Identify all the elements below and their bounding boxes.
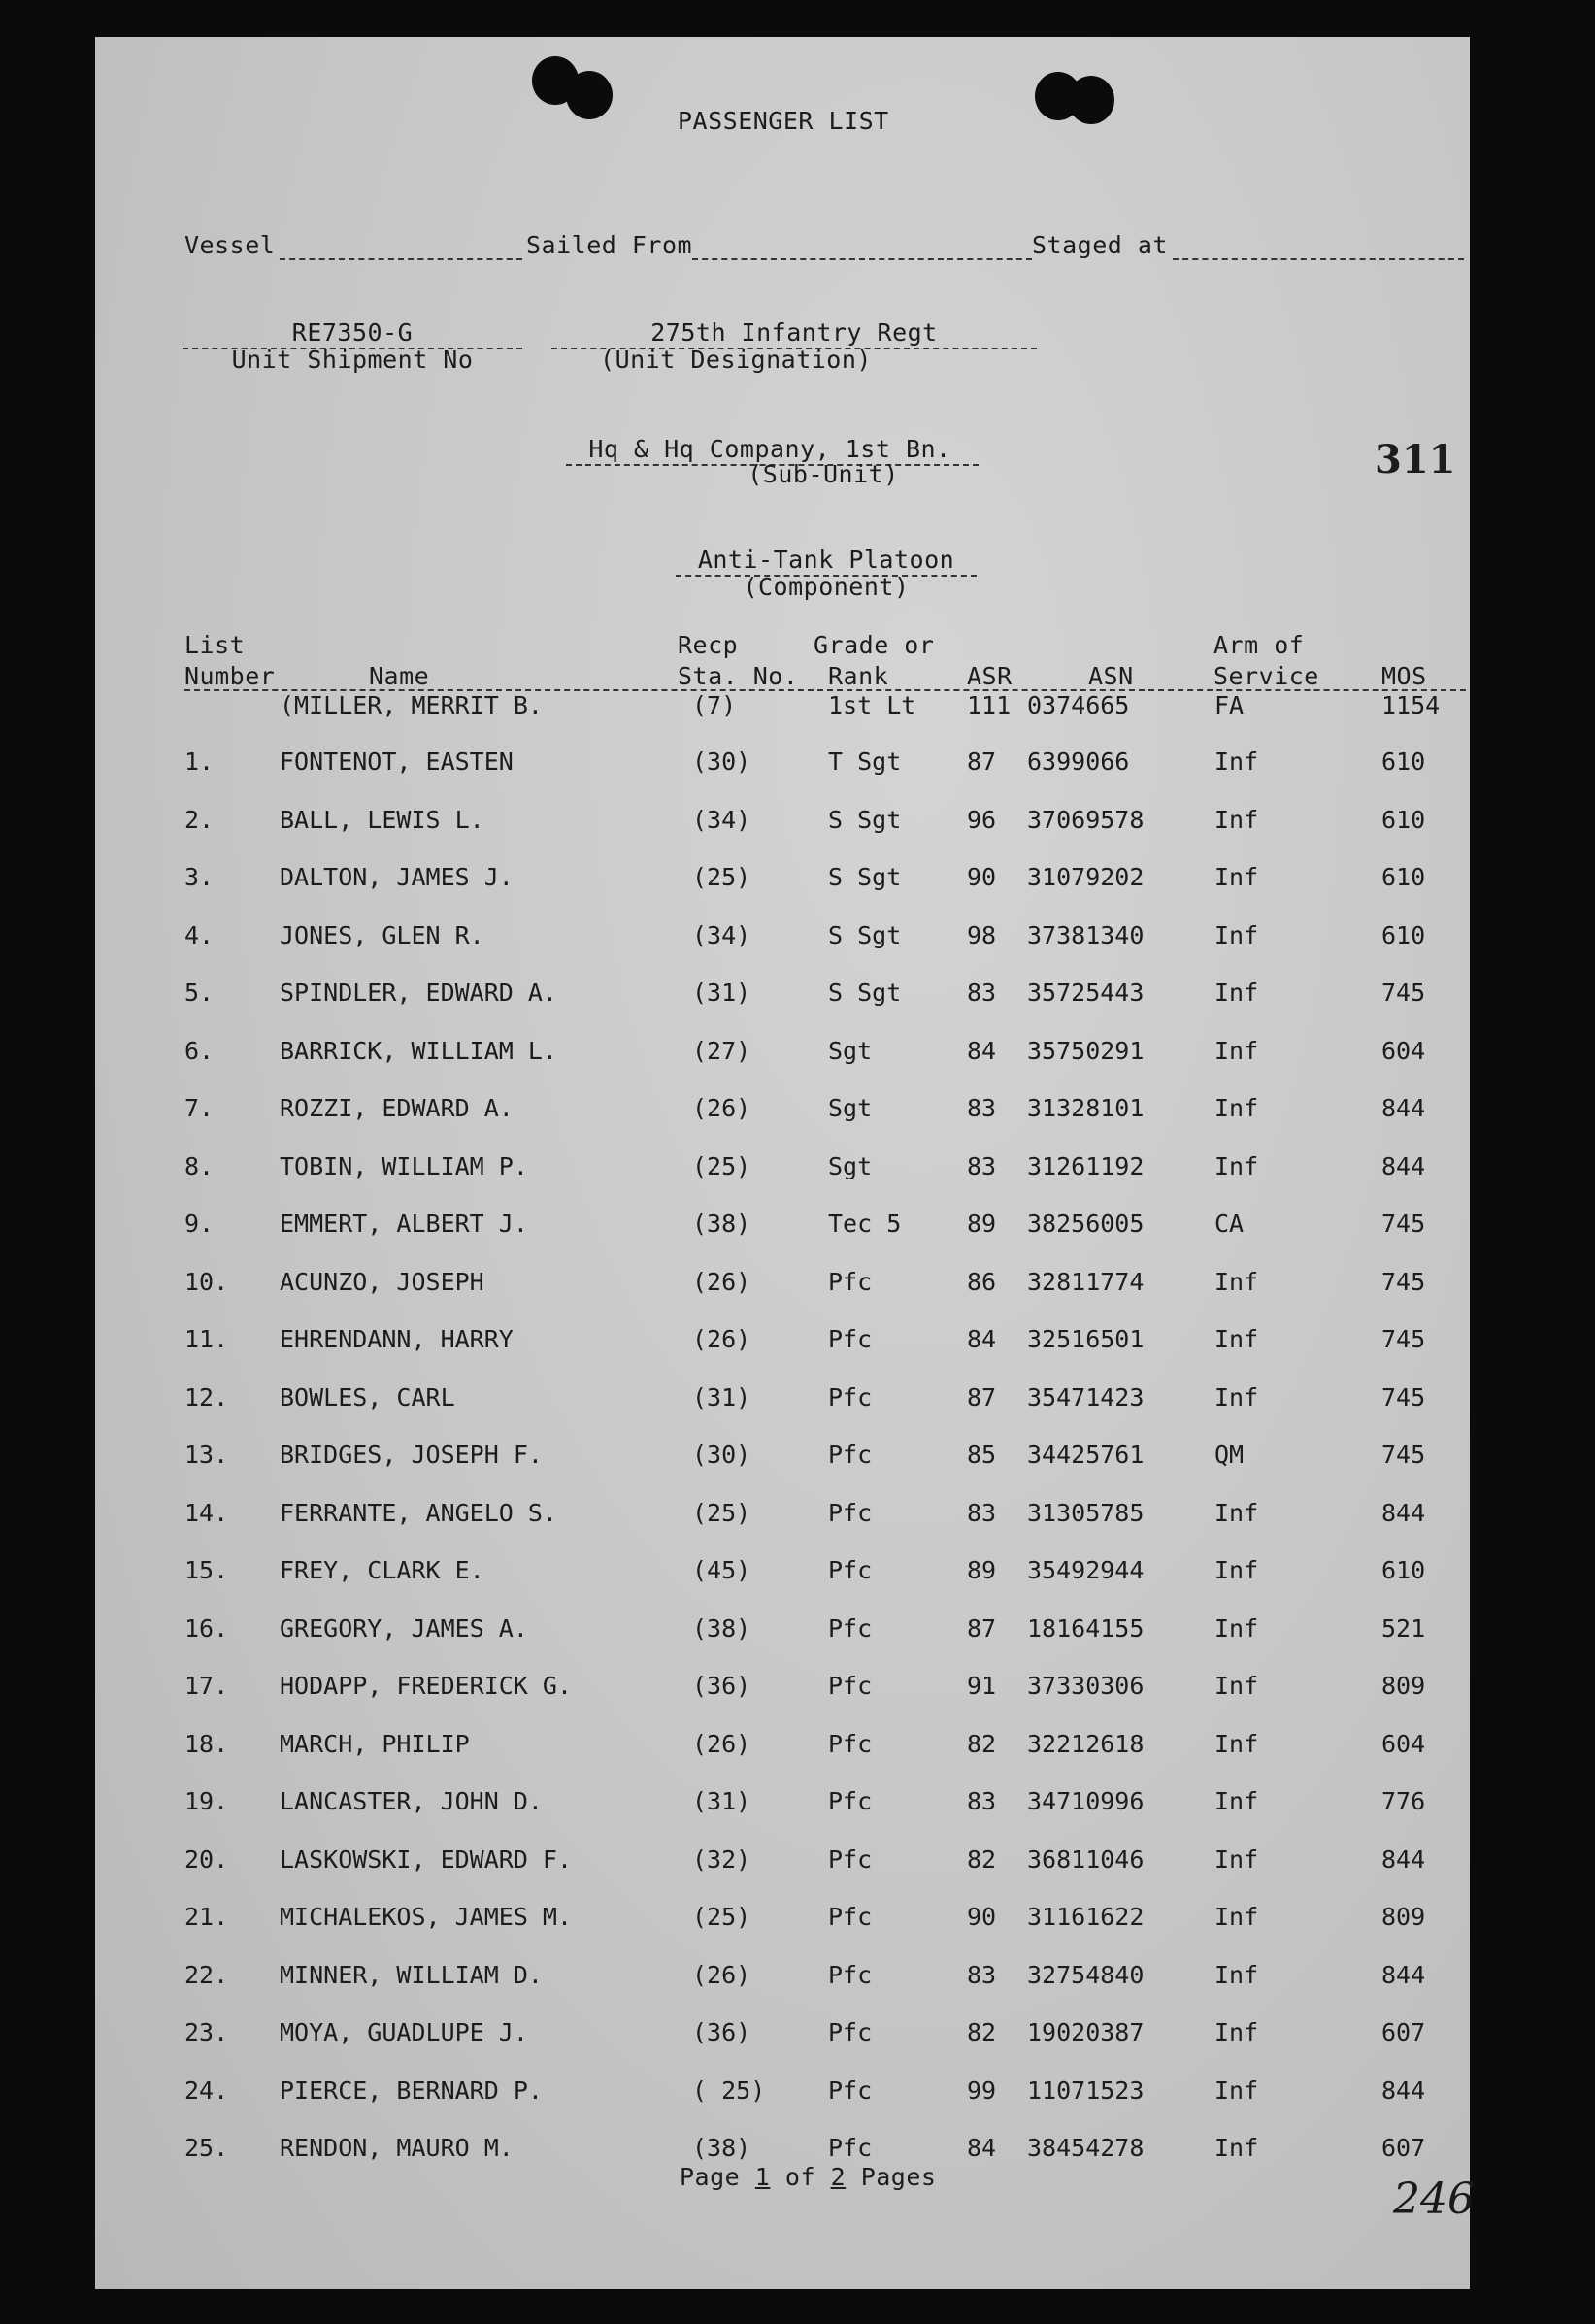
recp-sta-no: (26) xyxy=(692,1094,751,1122)
mos: 844 xyxy=(1381,1094,1426,1122)
arm-of-service: Inf xyxy=(1214,805,1259,834)
mos: 745 xyxy=(1381,1210,1426,1238)
list-number: 10. xyxy=(184,1267,229,1296)
table-row xyxy=(95,1152,1470,1191)
grade-rank: Pfc xyxy=(828,2018,873,2046)
asn: 19020387 xyxy=(1027,2018,1145,2046)
mos: 521 xyxy=(1381,1613,1426,1643)
mos: 844 xyxy=(1381,1498,1426,1527)
col-name: Name xyxy=(369,662,430,690)
recp-sta-no: (25) xyxy=(692,1903,751,1931)
arm-of-service: Inf xyxy=(1214,1556,1259,1584)
passenger-name: EHRENDANN, HARRY xyxy=(280,1325,514,1353)
page-footer xyxy=(680,2163,936,2191)
arm-of-service: Inf xyxy=(1214,1729,1259,1758)
asn: 32754840 xyxy=(1027,1960,1145,1989)
list-number: 6. xyxy=(184,1036,215,1065)
list-number: 24. xyxy=(184,2075,229,2105)
arm-of-service: Inf xyxy=(1214,1382,1259,1411)
arm-of-service: Inf xyxy=(1214,2134,1259,2162)
grade-rank: Pfc xyxy=(828,2134,873,2162)
passenger-name: ACUNZO, JOSEPH xyxy=(280,1267,484,1296)
asr: 83 xyxy=(967,1787,997,1815)
list-number: 14. xyxy=(184,1498,229,1527)
asn: 37069578 xyxy=(1027,805,1145,834)
col-grade-or: Grade or xyxy=(814,631,935,659)
list-number: 15. xyxy=(184,1556,229,1584)
asr: 89 xyxy=(967,1210,997,1238)
asr: 84 xyxy=(967,1036,997,1065)
table-row xyxy=(95,1441,1470,1479)
recp-sta-no: (26) xyxy=(692,1325,751,1353)
recp-sta-no: (31) xyxy=(692,979,751,1007)
asn: 31261192 xyxy=(1027,1151,1145,1180)
asr: 82 xyxy=(967,1729,997,1758)
mos: 745 xyxy=(1381,1441,1426,1469)
page-title: PASSENGER LIST xyxy=(678,107,889,135)
list-number: 13. xyxy=(184,1441,229,1469)
arm-of-service: Inf xyxy=(1214,1672,1259,1700)
list-number: 3. xyxy=(184,863,215,891)
list-number: 8. xyxy=(184,1151,215,1180)
grade-rank: Pfc xyxy=(828,1267,873,1296)
asr: 83 xyxy=(967,979,997,1007)
officer-row xyxy=(95,691,1470,730)
asr: 83 xyxy=(967,1498,997,1527)
unit-shipment-no: RE7350-G xyxy=(291,318,414,347)
recp-sta-no: (31) xyxy=(692,1382,751,1411)
grade-rank: Pfc xyxy=(828,1382,873,1411)
grade-rank: Pfc xyxy=(828,1787,873,1815)
passenger-name: FONTENOT, EASTEN xyxy=(280,747,514,776)
grade-rank: Pfc xyxy=(828,2075,873,2105)
grade-rank: S Sgt xyxy=(828,805,902,834)
mos: 844 xyxy=(1381,2075,1426,2105)
mos: 745 xyxy=(1381,1325,1426,1353)
grade-rank: Pfc xyxy=(828,1903,873,1931)
passenger-name: ROZZI, EDWARD A. xyxy=(280,1094,514,1122)
grade-rank: S Sgt xyxy=(828,979,902,1007)
recp-sta-no: (36) xyxy=(692,1672,751,1700)
arm-of-service: Inf xyxy=(1214,1787,1259,1815)
grade-rank: S Sgt xyxy=(828,863,902,891)
component: Anti-Tank Platoon xyxy=(697,546,955,574)
unit-shipment-no-label: Unit Shipment No xyxy=(231,346,474,374)
asr: 98 xyxy=(967,920,997,949)
recp-sta-no: (34) xyxy=(692,805,751,834)
mos: 607 xyxy=(1381,2018,1426,2046)
col-recp: Recp xyxy=(678,631,739,659)
passenger-name: RENDON, MAURO M. xyxy=(280,2134,514,2162)
asn: 31079202 xyxy=(1027,863,1145,891)
list-number: 11. xyxy=(184,1325,229,1353)
grade-rank: Sgt xyxy=(828,1151,873,1180)
list-number: 7. xyxy=(184,1094,215,1122)
mos: 745 xyxy=(1381,979,1426,1007)
mos: 745 xyxy=(1381,1267,1426,1296)
grade-rank: Pfc xyxy=(828,1498,873,1527)
table-row xyxy=(95,747,1470,786)
list-number: 21. xyxy=(184,1903,229,1931)
col-service: Service xyxy=(1213,662,1319,690)
table-row xyxy=(95,1730,1470,1769)
passenger-name: PIERCE, BERNARD P. xyxy=(280,2075,543,2105)
asr: 90 xyxy=(967,863,997,891)
passenger-name: EMMERT, ALBERT J. xyxy=(280,1210,528,1238)
table-row xyxy=(95,1094,1470,1133)
arm-of-service: Inf xyxy=(1214,1094,1259,1122)
passenger-name: LASKOWSKI, EDWARD F. xyxy=(280,1844,573,1874)
officer-asr: 111 xyxy=(967,691,1012,719)
table-row xyxy=(95,921,1470,960)
vessel-line xyxy=(280,258,522,260)
asr: 83 xyxy=(967,1960,997,1989)
table-row xyxy=(95,1383,1470,1422)
passenger-name: LANCASTER, JOHN D. xyxy=(280,1787,543,1815)
asr: 82 xyxy=(967,1844,997,1874)
component-label: (Component) xyxy=(743,573,910,601)
col-sta-no: Sta. No. xyxy=(678,662,799,690)
recp-sta-no: (26) xyxy=(692,1729,751,1758)
grade-rank: Pfc xyxy=(828,1729,873,1758)
table-row xyxy=(95,1614,1470,1653)
recp-sta-no: (26) xyxy=(692,1960,751,1989)
asr: 87 xyxy=(967,1382,997,1411)
arm-of-service: Inf xyxy=(1214,1903,1259,1931)
arm-of-service: Inf xyxy=(1214,1151,1259,1180)
table-row xyxy=(95,1787,1470,1826)
grade-rank: Pfc xyxy=(828,1556,873,1584)
passenger-name: MARCH, PHILIP xyxy=(280,1729,470,1758)
asn: 6399066 xyxy=(1027,747,1130,776)
passenger-name: MICHALEKOS, JAMES M. xyxy=(280,1903,573,1931)
grade-rank: Pfc xyxy=(828,1960,873,1989)
col-mos: MOS xyxy=(1381,662,1427,690)
table-row xyxy=(95,1672,1470,1710)
arm-of-service: Inf xyxy=(1214,1844,1259,1874)
recp-sta-no: (38) xyxy=(692,1613,751,1643)
grade-rank: Tec 5 xyxy=(828,1210,902,1238)
list-number: 4. xyxy=(184,920,215,949)
recp-sta-no: (32) xyxy=(692,1844,751,1874)
arm-of-service: Inf xyxy=(1214,1267,1259,1296)
recp-sta-no: (34) xyxy=(692,920,751,949)
passenger-name: DALTON, JAMES J. xyxy=(280,863,514,891)
asn: 34425761 xyxy=(1027,1441,1145,1469)
sub-unit-label: (Sub-Unit) xyxy=(748,460,899,488)
recp-sta-no: (36) xyxy=(692,2018,751,2046)
col-asr: ASR xyxy=(967,662,1013,690)
recp-sta-no: ( 25) xyxy=(692,2075,766,2105)
recp-sta-no: (25) xyxy=(692,1151,751,1180)
grade-rank: T Sgt xyxy=(828,747,902,776)
asn: 38256005 xyxy=(1027,1210,1145,1238)
asn: 34710996 xyxy=(1027,1787,1145,1815)
arm-of-service: QM xyxy=(1214,1441,1245,1469)
asn: 18164155 xyxy=(1027,1613,1145,1643)
table-row xyxy=(95,1268,1470,1307)
mos: 610 xyxy=(1381,863,1426,891)
list-number: 16. xyxy=(184,1613,229,1643)
table-row xyxy=(95,863,1470,902)
recp-sta-no: (30) xyxy=(692,747,751,776)
arm-of-service: Inf xyxy=(1214,1613,1259,1643)
recp-sta-no: (26) xyxy=(692,1267,751,1296)
asn: 32212618 xyxy=(1027,1729,1145,1758)
list-number: 17. xyxy=(184,1672,229,1700)
table-row xyxy=(95,1903,1470,1942)
passenger-name: GREGORY, JAMES A. xyxy=(280,1613,528,1643)
page-total: 2 xyxy=(830,2163,847,2191)
arm-of-service: Inf xyxy=(1214,1036,1259,1065)
arm-of-service: CA xyxy=(1214,1210,1245,1238)
col-rank: Rank xyxy=(828,662,889,690)
table-row xyxy=(95,1210,1470,1248)
asn: 35725443 xyxy=(1027,979,1145,1007)
arm-of-service: Inf xyxy=(1214,863,1259,891)
mos: 809 xyxy=(1381,1903,1426,1931)
passenger-name: TOBIN, WILLIAM P. xyxy=(280,1151,528,1180)
col-asn: ASN xyxy=(1088,662,1134,690)
unit-designation: 275th Infantry Regt xyxy=(650,318,938,347)
table-row xyxy=(95,1961,1470,2000)
punch-hole-left-2 xyxy=(566,71,613,119)
col-arm-of: Arm of xyxy=(1213,631,1305,659)
passenger-name: BOWLES, CARL xyxy=(280,1382,455,1411)
staged-at-line xyxy=(1173,258,1464,260)
mos: 610 xyxy=(1381,747,1426,776)
asn: 11071523 xyxy=(1027,2075,1145,2105)
recp-sta-no: (25) xyxy=(692,1498,751,1527)
arm-of-service: Inf xyxy=(1214,1325,1259,1353)
mos: 607 xyxy=(1381,2134,1426,2162)
arm-of-service: Inf xyxy=(1214,1960,1259,1989)
recp-sta-no: (38) xyxy=(692,2134,751,2162)
page-of: of xyxy=(784,2163,816,2191)
officer-arm: FA xyxy=(1214,691,1245,719)
recp-sta-no: (25) xyxy=(692,863,751,891)
passenger-name: JONES, GLEN R. xyxy=(280,920,484,949)
list-number: 20. xyxy=(184,1844,229,1874)
table-row xyxy=(95,1037,1470,1076)
list-number: 19. xyxy=(184,1787,229,1815)
mos: 844 xyxy=(1381,1151,1426,1180)
list-number: 23. xyxy=(184,2018,229,2046)
arm-of-service: Inf xyxy=(1214,1498,1259,1527)
grade-rank: Sgt xyxy=(828,1036,873,1065)
asr: 83 xyxy=(967,1094,997,1122)
passenger-name: FERRANTE, ANGELO S. xyxy=(280,1498,557,1527)
recp-sta-no: (31) xyxy=(692,1787,751,1815)
table-row xyxy=(95,806,1470,845)
officer-grade: 1st Lt xyxy=(828,691,916,719)
asr: 82 xyxy=(967,2018,997,2046)
arm-of-service: Inf xyxy=(1214,2018,1259,2046)
asn: 35492944 xyxy=(1027,1556,1145,1584)
col-list: List xyxy=(184,631,246,659)
table-row xyxy=(95,1325,1470,1364)
officer-asn: 0374665 xyxy=(1027,691,1130,719)
asr: 83 xyxy=(967,1151,997,1180)
table-row xyxy=(95,979,1470,1017)
asr: 91 xyxy=(967,1672,997,1700)
unit-designation-label: (Unit Designation) xyxy=(600,346,872,374)
arm-of-service: Inf xyxy=(1214,920,1259,949)
page-current: 1 xyxy=(754,2163,771,2191)
staged-at-label: Staged at xyxy=(1032,231,1168,259)
passenger-name: FREY, CLARK E. xyxy=(280,1556,484,1584)
punch-hole-right-2 xyxy=(1068,76,1114,124)
grade-rank: Pfc xyxy=(828,1325,873,1353)
officer-recp: (7) xyxy=(692,691,737,719)
asr: 84 xyxy=(967,1325,997,1353)
list-number: 12. xyxy=(184,1382,229,1411)
passenger-name: BRIDGES, JOSEPH F. xyxy=(280,1441,543,1469)
table-row xyxy=(95,1499,1470,1538)
mos: 844 xyxy=(1381,1960,1426,1989)
mos: 776 xyxy=(1381,1787,1426,1815)
list-number: 1. xyxy=(184,747,215,776)
asr: 85 xyxy=(967,1441,997,1469)
handwritten-number: 246 xyxy=(1393,2175,1475,2224)
grade-rank: Pfc xyxy=(828,1441,873,1469)
recp-sta-no: (30) xyxy=(692,1441,751,1469)
asn: 35750291 xyxy=(1027,1036,1145,1065)
asr: 96 xyxy=(967,805,997,834)
mos: 745 xyxy=(1381,1382,1426,1411)
arm-of-service: Inf xyxy=(1214,747,1259,776)
asn: 37330306 xyxy=(1027,1672,1145,1700)
sailed-from-label: Sailed From xyxy=(526,231,693,259)
mos: 610 xyxy=(1381,1556,1426,1584)
asn: 32516501 xyxy=(1027,1325,1145,1353)
mos: 604 xyxy=(1381,1729,1426,1758)
grade-rank: Pfc xyxy=(828,1672,873,1700)
table-row xyxy=(95,2076,1470,2115)
grade-rank: S Sgt xyxy=(828,920,902,949)
grade-rank: Pfc xyxy=(828,1844,873,1874)
asn: 37381340 xyxy=(1027,920,1145,949)
page-prefix: Page xyxy=(680,2163,741,2191)
table-row xyxy=(95,1556,1470,1595)
passenger-name: BALL, LEWIS L. xyxy=(280,805,484,834)
col-number: Number xyxy=(184,662,276,690)
passenger-name: MOYA, GUADLUPE J. xyxy=(280,2018,528,2046)
asr: 84 xyxy=(967,2134,997,2162)
stamp-number: 311 xyxy=(1375,437,1456,482)
mos: 844 xyxy=(1381,1844,1426,1874)
mos: 610 xyxy=(1381,920,1426,949)
recp-sta-no: (38) xyxy=(692,1210,751,1238)
grade-rank: Sgt xyxy=(828,1094,873,1122)
table-row xyxy=(95,2018,1470,2057)
asr: 99 xyxy=(967,2075,997,2105)
officer-mos: 1154 xyxy=(1381,691,1441,719)
list-number: 25. xyxy=(184,2134,229,2162)
asr: 87 xyxy=(967,1613,997,1643)
asn: 38454278 xyxy=(1027,2134,1145,2162)
vessel-label: Vessel xyxy=(184,231,276,259)
table-row xyxy=(95,1845,1470,1884)
asn: 32811774 xyxy=(1027,1267,1145,1296)
asn: 36811046 xyxy=(1027,1844,1145,1874)
mos: 610 xyxy=(1381,805,1426,834)
list-number: 9. xyxy=(184,1210,215,1238)
list-number: 2. xyxy=(184,805,215,834)
asr: 90 xyxy=(967,1903,997,1931)
recp-sta-no: (45) xyxy=(692,1556,751,1584)
passenger-name: BARRICK, WILLIAM L. xyxy=(280,1036,557,1065)
list-number: 18. xyxy=(184,1729,229,1758)
list-number: 22. xyxy=(184,1960,229,1989)
mos: 809 xyxy=(1381,1672,1426,1700)
arm-of-service: Inf xyxy=(1214,2075,1259,2105)
mos: 604 xyxy=(1381,1036,1426,1065)
asr: 89 xyxy=(967,1556,997,1584)
list-number: 5. xyxy=(184,979,215,1007)
asn: 35471423 xyxy=(1027,1382,1145,1411)
officer-name: (MILLER, MERRIT B. xyxy=(280,691,543,719)
arm-of-service: Inf xyxy=(1214,979,1259,1007)
asr: 87 xyxy=(967,747,997,776)
document-sheet xyxy=(95,37,1470,2289)
passenger-name: HODAPP, FREDERICK G. xyxy=(280,1672,573,1700)
grade-rank: Pfc xyxy=(828,1613,873,1643)
passenger-name: SPINDLER, EDWARD A. xyxy=(280,979,557,1007)
recp-sta-no: (27) xyxy=(692,1036,751,1065)
asn: 31328101 xyxy=(1027,1094,1145,1122)
asr: 86 xyxy=(967,1267,997,1296)
passenger-name: MINNER, WILLIAM D. xyxy=(280,1960,543,1989)
asn: 31305785 xyxy=(1027,1498,1145,1527)
page-suffix: Pages xyxy=(860,2163,937,2191)
sailed-from-line xyxy=(692,258,1032,260)
asn: 31161622 xyxy=(1027,1903,1145,1931)
sub-unit: Hq & Hq Company, 1st Bn. xyxy=(588,435,951,463)
